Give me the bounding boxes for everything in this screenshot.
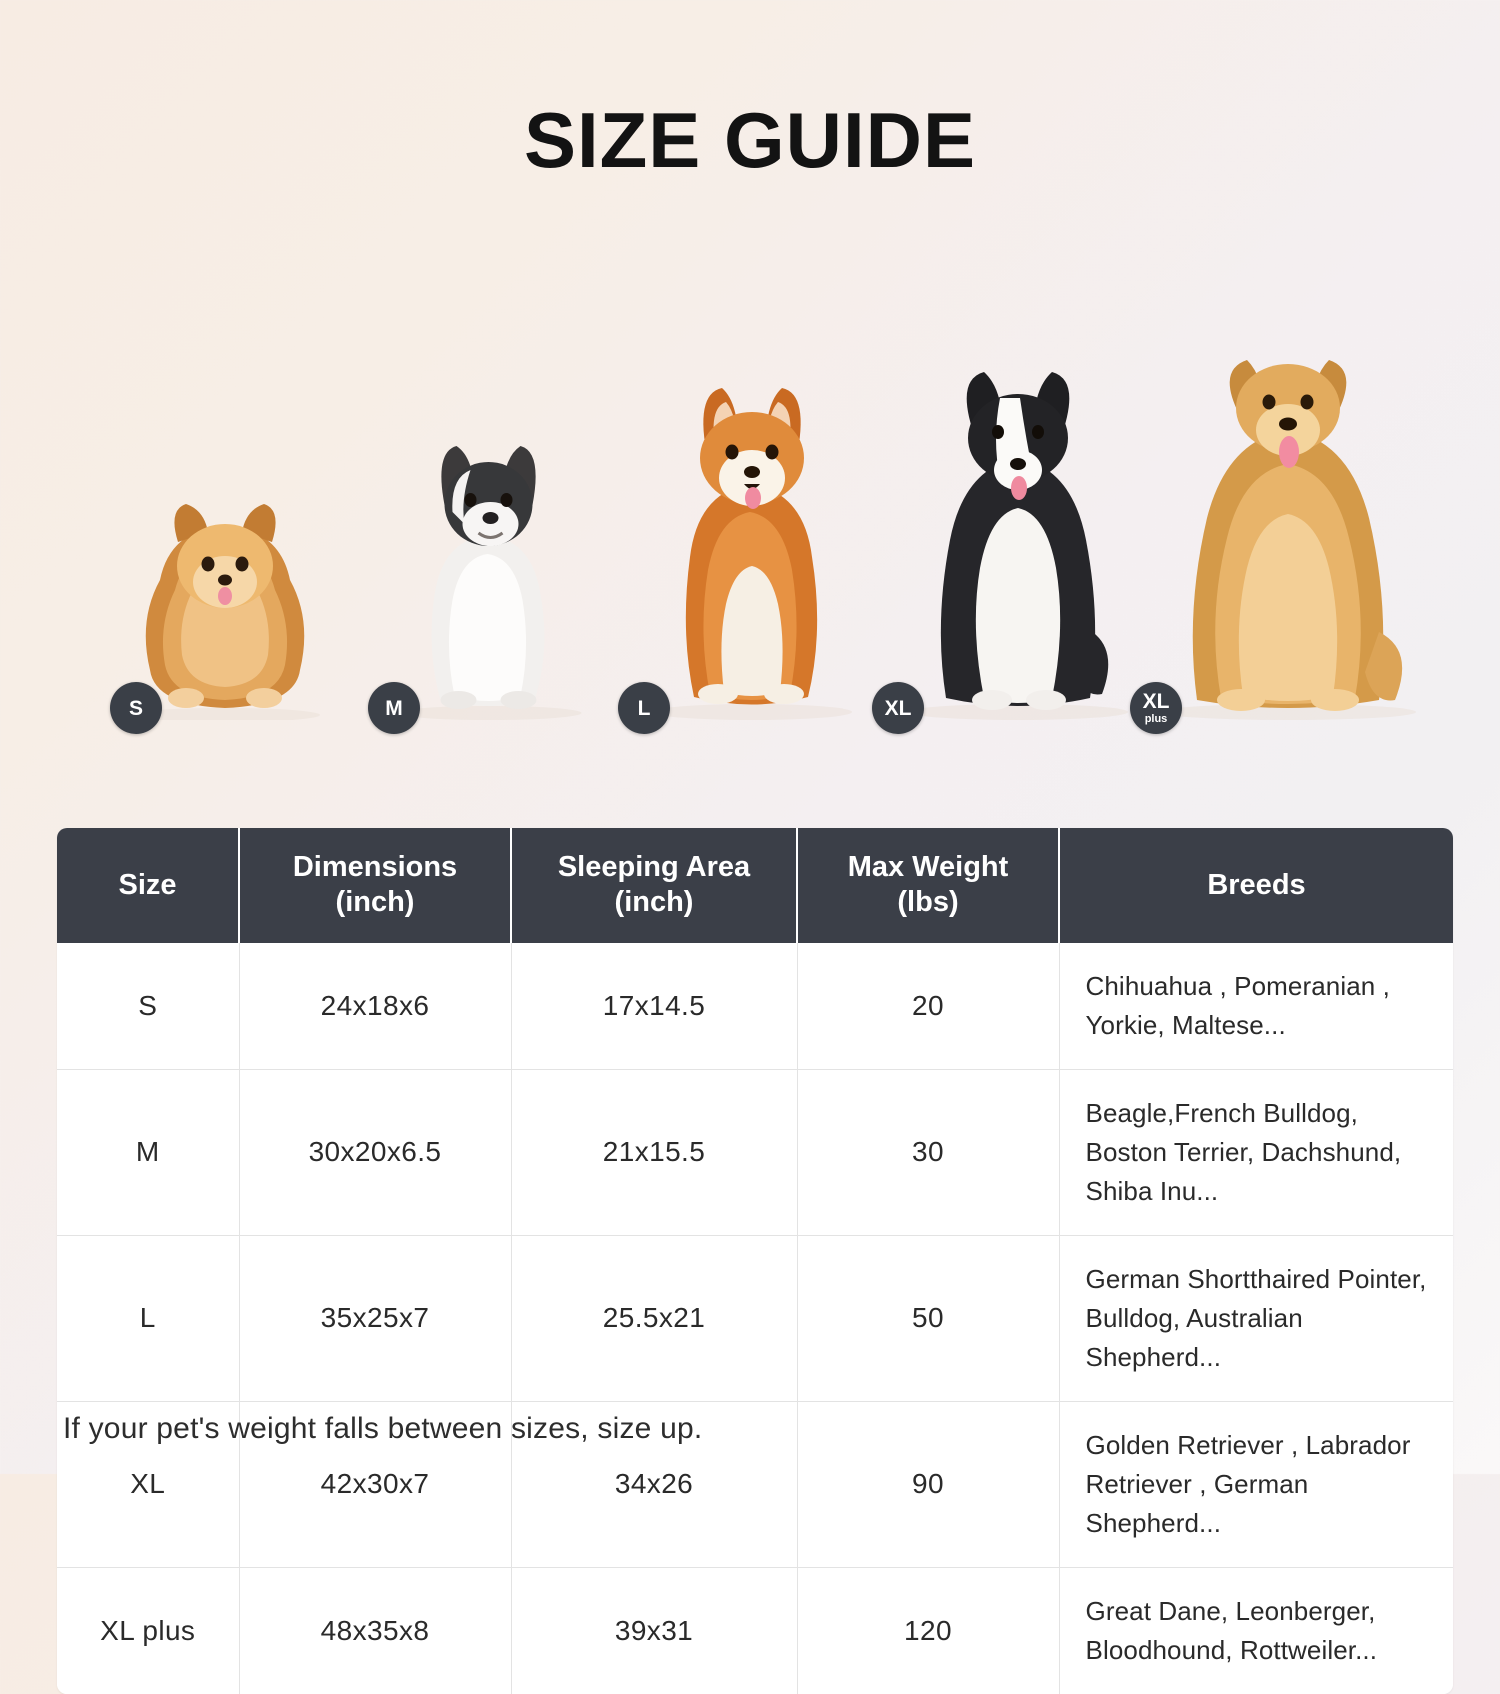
cell-max-weight: 20: [797, 943, 1059, 1070]
table-row: [57, 943, 1453, 1070]
cell-max-weight: 90: [797, 1401, 1059, 1567]
dog-slot-xl-plus: [1128, 325, 1448, 740]
badge-label: L: [637, 696, 651, 720]
cell-sleeping-area: 17x14.5: [511, 943, 797, 1070]
cell-sleeping-area: 21x15.5: [511, 1069, 797, 1235]
header-line1: Breeds: [1207, 868, 1306, 901]
cell-max-weight: 30: [797, 1069, 1059, 1235]
cell-sleeping-area: 34x26: [511, 1401, 797, 1567]
header-line2: (lbs): [897, 886, 959, 919]
cell-max-weight: 50: [797, 1235, 1059, 1401]
header-line1: Dimensions: [292, 851, 458, 883]
cell-dimensions: 42x30x7: [239, 1401, 511, 1567]
cell-dimensions: 35x25x7: [239, 1235, 511, 1401]
badge-xl-plus: [1130, 682, 1182, 734]
shiba-inu-illustration: [632, 342, 872, 720]
badge-m: [368, 682, 420, 734]
table-header: [57, 828, 1453, 943]
header-line1: Size: [118, 868, 177, 901]
cell-size: S: [57, 943, 239, 1070]
header-line1: Sleeping Area: [557, 851, 751, 883]
column-header-breeds: [1059, 828, 1453, 943]
cell-sleeping-area: 39x31: [511, 1567, 797, 1694]
badge-label: M: [385, 696, 403, 720]
cell-dimensions: 48x35x8: [239, 1567, 511, 1694]
table-body: [57, 943, 1453, 1694]
dog-slot-m: [360, 410, 620, 740]
cell-breeds: Golden Retriever , Labrador Retriever , German Shepherd...: [1059, 1401, 1453, 1567]
table-header-row: [57, 828, 1453, 943]
badge-l: [618, 682, 670, 734]
column-header-sleeping-area: [511, 828, 797, 943]
table-row: [57, 1069, 1453, 1235]
column-header-size: [57, 828, 239, 943]
pomeranian-illustration: [120, 470, 330, 720]
dog-slot-l: [612, 352, 892, 740]
cell-size: M: [57, 1069, 239, 1235]
column-header-dimensions: [239, 828, 511, 943]
border-collie-illustration: [888, 328, 1148, 720]
golden-retriever-illustration: [1143, 312, 1433, 720]
column-header-max-weight: [797, 828, 1059, 943]
dog-size-illustrations: [60, 320, 1440, 740]
cell-breeds: Chihuahua , Pomeranian , Yorkie, Maltese...: [1059, 943, 1453, 1070]
size-chart-table: [57, 828, 1453, 1694]
page-title: SIZE GUIDE: [523, 96, 977, 184]
cell-dimensions: 30x20x6.5: [239, 1069, 511, 1235]
cell-size: L: [57, 1235, 239, 1401]
header-line1: Max Weight: [847, 851, 1009, 883]
badge-sublabel: plus: [1144, 713, 1168, 725]
cell-dimensions: 24x18x6: [239, 943, 511, 1070]
cell-breeds: German Shortthaired Pointer, Bulldog, Australian Shepherd...: [1059, 1235, 1453, 1401]
dog-slot-xl: [868, 340, 1168, 740]
badge-label: S: [128, 696, 143, 720]
size-table: [57, 828, 1453, 1694]
size-up-note: If your pet's weight falls between sizes, size up.: [63, 1412, 703, 1445]
cell-size: XL plus: [57, 1567, 239, 1694]
cell-max-weight: 120: [797, 1567, 1059, 1694]
cell-breeds: Great Dane, Leonberger, Bloodhound, Rottweiler...: [1059, 1567, 1453, 1694]
cell-sleeping-area: 25.5x21: [511, 1235, 797, 1401]
french-bulldog-illustration: [383, 400, 598, 720]
badge-label: XL: [1142, 690, 1170, 713]
dog-slot-s: [100, 480, 350, 740]
header-line2: (inch): [335, 886, 415, 919]
badge-xl: [872, 682, 924, 734]
badge-label: XL: [884, 696, 912, 720]
header-line2: (inch): [614, 886, 694, 919]
cell-breeds: Beagle,French Bulldog, Boston Terrier, Dachshund, Shiba Inu...: [1059, 1069, 1453, 1235]
table-row: [57, 1567, 1453, 1694]
badge-s: [110, 682, 162, 734]
table-row: [57, 1235, 1453, 1401]
cell-size: XL: [57, 1401, 239, 1567]
